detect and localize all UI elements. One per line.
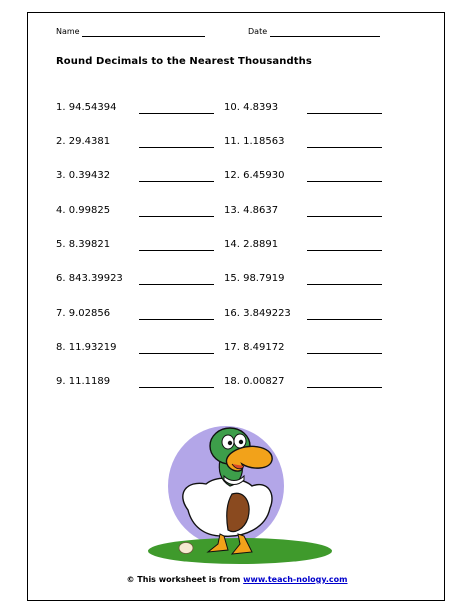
answer-line-15[interactable] bbox=[307, 284, 382, 285]
problem-15: 15. 98.7919 bbox=[224, 273, 285, 284]
answer-line-9[interactable] bbox=[139, 387, 214, 388]
answer-line-10[interactable] bbox=[307, 113, 382, 114]
problem-9: 9. 11.1189 bbox=[56, 376, 111, 387]
answer-line-18[interactable] bbox=[307, 387, 382, 388]
answer-line-6[interactable] bbox=[139, 284, 214, 285]
date-line[interactable] bbox=[270, 28, 380, 37]
answer-line-4[interactable] bbox=[139, 216, 214, 217]
problem-17: 17. 8.49172 bbox=[224, 342, 285, 353]
answer-line-7[interactable] bbox=[139, 319, 214, 320]
answer-line-1[interactable] bbox=[139, 113, 214, 114]
answer-line-17[interactable] bbox=[307, 353, 382, 354]
problem-1: 1. 94.54394 bbox=[56, 102, 117, 113]
footer-credit bbox=[0, 575, 474, 584]
problem-11: 11. 1.18563 bbox=[224, 136, 285, 147]
answer-line-14[interactable] bbox=[307, 250, 382, 251]
name-field bbox=[56, 27, 205, 37]
problem-7: 7. 9.02856 bbox=[56, 308, 111, 319]
problem-16: 16. 3.849223 bbox=[224, 308, 291, 319]
answer-line-3[interactable] bbox=[139, 181, 214, 182]
problem-10: 10. 4.8393 bbox=[224, 102, 279, 113]
egg-left bbox=[179, 543, 193, 554]
problem-8: 8. 11.93219 bbox=[56, 342, 117, 353]
problem-18: 18. 0.00827 bbox=[224, 376, 285, 387]
duck-eye-left bbox=[222, 435, 234, 449]
worksheet-title: Round Decimals to the Nearest Thousandths bbox=[56, 56, 312, 67]
date-label: Date bbox=[248, 27, 268, 36]
answer-line-2[interactable] bbox=[139, 147, 214, 148]
cartoon-duck-icon bbox=[148, 424, 338, 569]
answer-line-8[interactable] bbox=[139, 353, 214, 354]
problem-2: 2. 29.4381 bbox=[56, 136, 111, 147]
answer-line-5[interactable] bbox=[139, 250, 214, 251]
problem-6: 6. 843.39923 bbox=[56, 273, 123, 284]
duck-pupil-right bbox=[239, 440, 243, 444]
name-line[interactable] bbox=[82, 28, 205, 37]
problem-3: 3. 0.39432 bbox=[56, 170, 111, 181]
answer-line-16[interactable] bbox=[307, 319, 382, 320]
answer-line-13[interactable] bbox=[307, 216, 382, 217]
problem-14: 14. 2.8891 bbox=[224, 239, 279, 250]
answer-line-11[interactable] bbox=[307, 147, 382, 148]
problem-5: 5. 8.39821 bbox=[56, 239, 111, 250]
duck-pupil-left bbox=[228, 441, 232, 445]
answer-line-12[interactable] bbox=[307, 181, 382, 182]
problem-13: 13. 4.8637 bbox=[224, 205, 279, 216]
footer-prefix: © This worksheet is from bbox=[126, 575, 241, 584]
date-field bbox=[248, 27, 380, 37]
problem-4: 4. 0.99825 bbox=[56, 205, 111, 216]
problem-12: 12. 6.45930 bbox=[224, 170, 285, 181]
name-label: Name bbox=[56, 27, 80, 36]
footer-link[interactable]: www.teach-nology.com bbox=[243, 575, 348, 584]
